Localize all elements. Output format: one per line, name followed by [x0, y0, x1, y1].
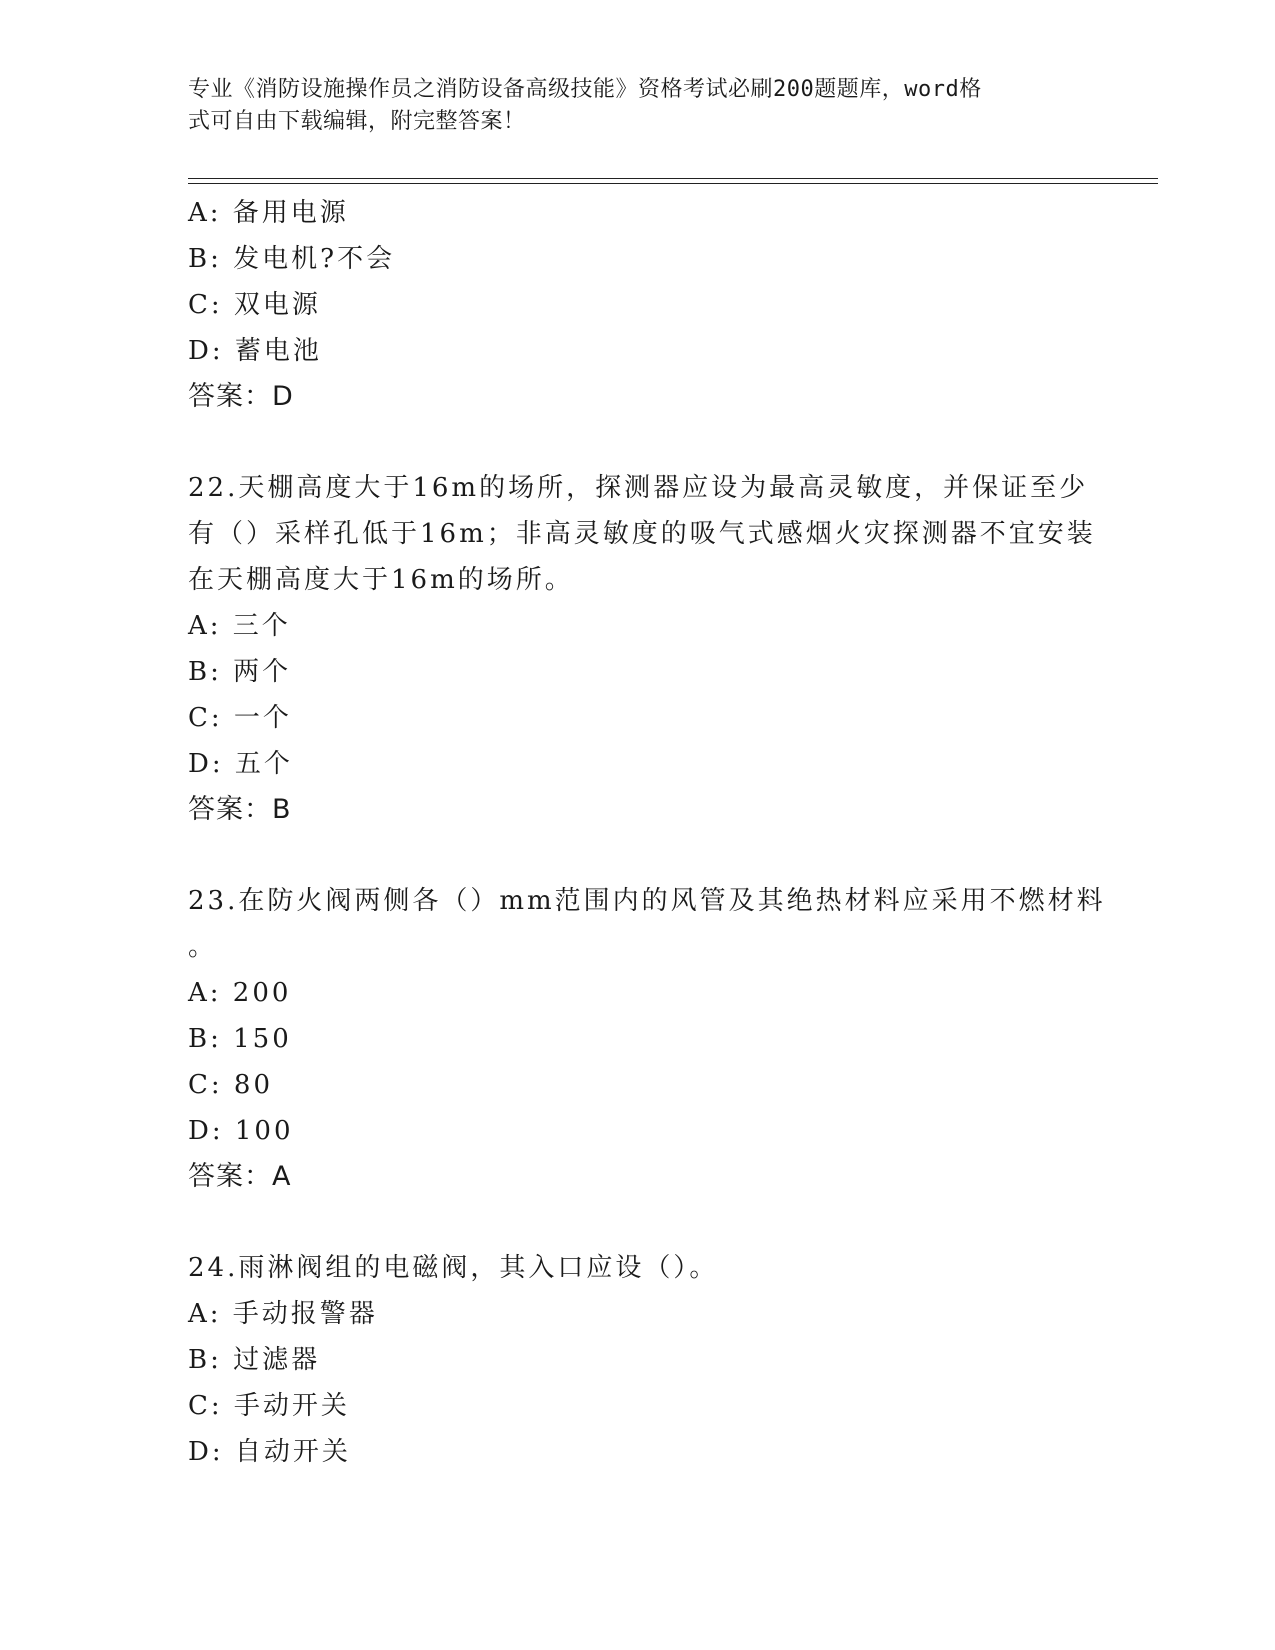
option-c: C: 80 [188, 1070, 274, 1100]
question-stem-line: 23.在防火阀两侧各（）mm范围内的风管及其绝热材料应采用不燃材料 [188, 886, 1106, 916]
question-23 [188, 878, 1106, 1200]
question-stem-line: 24.雨淋阀组的电磁阀，其入口应设（）。 [188, 1253, 719, 1283]
question-21 [188, 190, 1088, 420]
option-d: D: 蓄电池 [188, 336, 322, 366]
option-d: D: 五个 [188, 749, 293, 779]
option-b: B: 过滤器 [188, 1345, 321, 1375]
answer-line: 答案：D [188, 381, 294, 412]
option-b: B: 两个 [188, 657, 292, 687]
header-divider-top [188, 178, 1158, 179]
question-stem-line: 有（）采样孔低于16m；非高灵敏度的吸气式感烟火灾探测器不宜安装 [188, 519, 1096, 549]
question-list [188, 190, 1106, 1475]
question-stem-line: 22.天棚高度大于16m的场所，探测器应设为最高灵敏度，并保证至少 [188, 473, 1089, 503]
option-a: A: 三个 [188, 611, 291, 641]
option-b: B: 发电机?不会 [188, 244, 396, 274]
answer-line: 答案：A [188, 1161, 292, 1192]
header-line-2: 式可自由下载编辑，附完整答案！ [188, 109, 526, 134]
header-line-1: 专业《消防设施操作员之消防设备高级技能》资格考试必刷200题题库，word格 [188, 77, 982, 102]
option-c: C: 一个 [188, 703, 292, 733]
option-d: D: 100 [188, 1116, 294, 1146]
question-24 [188, 1245, 1088, 1475]
option-c: C: 双电源 [188, 290, 321, 320]
option-a: A: 手动报警器 [188, 1299, 378, 1329]
option-c: C: 手动开关 [188, 1391, 350, 1421]
option-d: D: 自动开关 [188, 1437, 351, 1467]
header-divider-bottom [188, 183, 1158, 184]
option-a: A: 备用电源 [188, 198, 349, 228]
question-22 [188, 465, 1096, 833]
document-header [188, 74, 1068, 138]
answer-line: 答案：B [188, 794, 292, 825]
question-stem-line: 在天棚高度大于16m的场所。 [188, 565, 574, 595]
option-b: B: 150 [188, 1024, 292, 1054]
option-a: A: 200 [188, 978, 292, 1008]
question-stem-line: 。 [188, 932, 218, 962]
